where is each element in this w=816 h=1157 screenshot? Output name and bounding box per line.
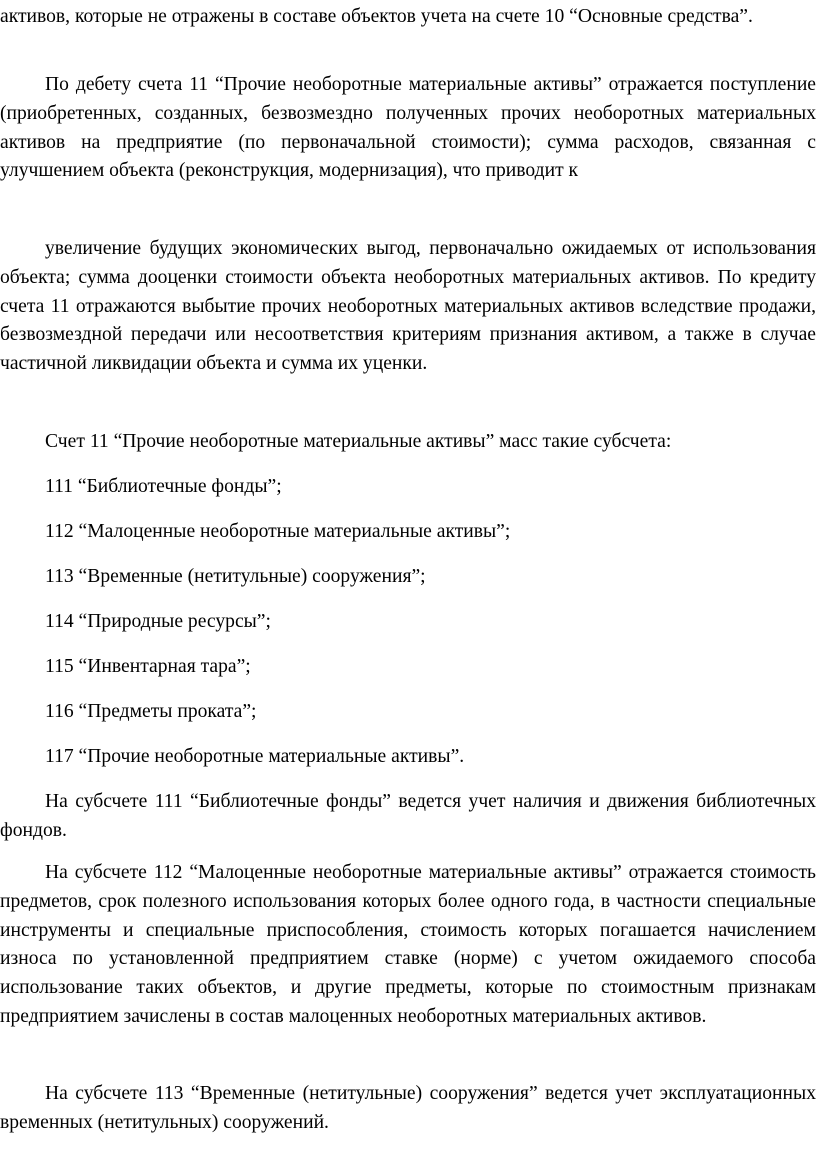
list-item: 116 “Предметы проката”; (45, 701, 257, 722)
paragraph-subaccount-113: На субсчете 113 “Временные (нетитульные) сооружения” ведется учет эксплуатационных временных (нетитульных) сооружений. (0, 1083, 816, 1133)
list-item: 114 “Природные ресурсы”; (45, 611, 271, 632)
list-item: 112 “Малоценные необоротные материальные активы”; (45, 521, 511, 542)
list-item: 113 “Временные (нетитульные) сооружения”; (45, 566, 426, 587)
paragraph-subaccount-112: На субсчете 112 “Малоценные необоротные материальные активы” отражается стоимость предметов, срок полезного использования которых более одного года, в частности специальные инструменты и специальные приспособления, стоимость которых погашается начислением износа по установленной предприятием ставке (норме) с учетом ожидаемого способа использование таких объектов, и другие предметы, которые по стоимостным признакам предприятием зачислены в состав малоценных необоротных материальных активов. (0, 862, 816, 1027)
paragraph-debit: По дебету счета 11 “Прочие необоротные материальные активы” отражается поступление (приобретенных, созданных, безвозмездно полученных прочих необоротных материальных активов на предприятие (по первоначальной стоимости); сумма расходов, связанная с улучшением объекта (реконструкция, модернизация), что приводит к (0, 74, 816, 182)
paragraph-subaccount-111: На субсчете 111 “Библиотечные фонды” ведется учет наличия и движения библиотечных фондов. (0, 791, 816, 841)
paragraph-credit: увеличение будущих экономических выгод, первоначально ожидаемых от использования объекта; сумма дооценки стоимости объекта необоротных материальных активов. По кредиту счета 11 отражаются выбытие прочих необоротных материальных активов вследствие продажи, безвозмездной передачи или несоответствия критериям признания активом, а также в случае частичной ликвидации объекта и сумма их уценки. (0, 238, 816, 375)
list-item: 111 “Библиотечные фонды”; (45, 476, 282, 497)
list-item: 115 “Инвентарная тара”; (45, 656, 251, 677)
paragraph-continuation: активов, которые не отражены в составе объектов учета на счете 10 “Основные средства”. (0, 6, 753, 27)
list-item: 117 “Прочие необоротные материальные активы”. (45, 746, 465, 767)
paragraph-subaccounts-intro: Счет 11 “Прочие необоротные материальные активы” масс такие субсчета: (45, 431, 672, 452)
